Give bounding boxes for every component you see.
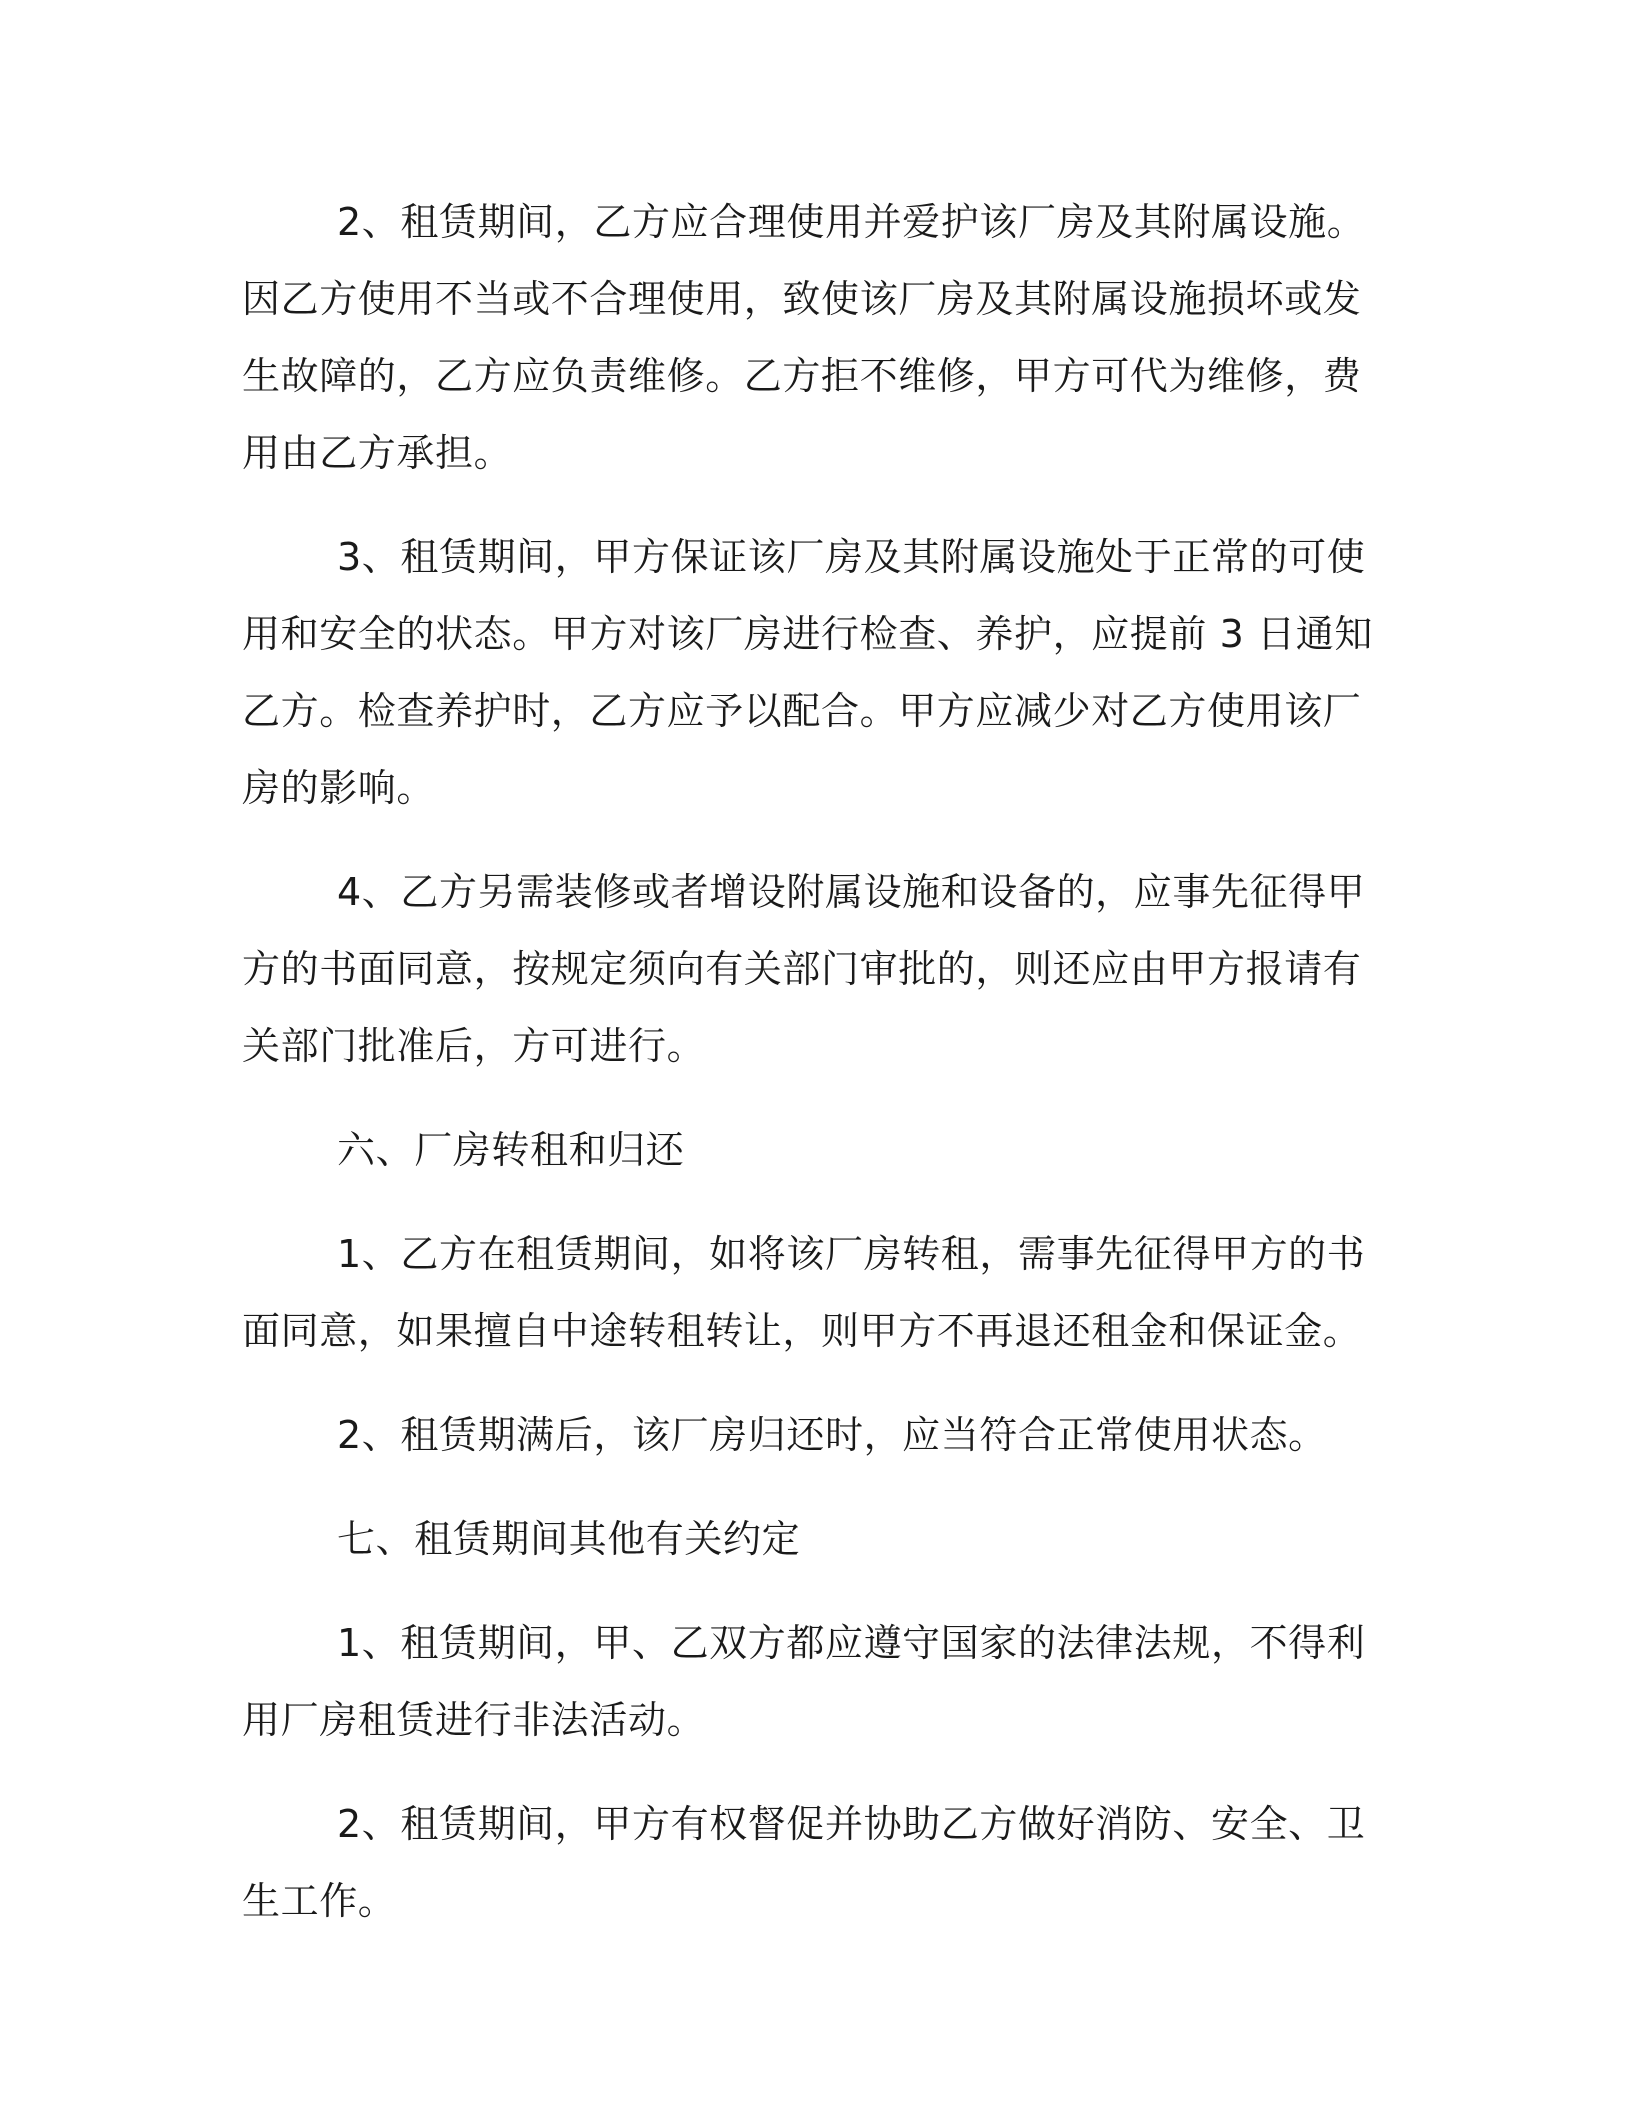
clause-6-2-paragraph: 2、租赁期满后，该厂房归还时，应当符合正常使用状态。: [337, 1413, 1327, 1457]
section-7-heading: 七、租赁期间其他有关约定: [337, 1517, 801, 1561]
section-6-heading: 六、厂房转租和归还: [337, 1128, 685, 1172]
document-body: [242, 184, 1390, 1940]
clause-5-4-paragraph: 4、乙方另需装修或者增设附属设施和设备的，应事先征得甲方的书面同意，按规定须向有关部门审批的，则还应由甲方报请有关部门批准后，方可进行。: [242, 870, 1366, 1068]
clause-6-1-paragraph: 1、乙方在租赁期间，如将该厂房转租，需事先征得甲方的书面同意，如果擅自中途转租转让，则甲方不再退还租金和保证金。: [242, 1232, 1366, 1353]
clause-5-3-paragraph: 3、租赁期间，甲方保证该厂房及其附属设施处于正常的可使用和安全的状态。甲方对该厂房进行检查、养护，应提前 3 日通知乙方。检查养护时，乙方应予以配合。甲方应减少对乙方使用该厂房的影响。: [242, 535, 1373, 810]
clause-7-2-paragraph: 2、租赁期间，甲方有权督促并协助乙方做好消防、安全、卫生工作。: [242, 1802, 1366, 1923]
clause-5-2-paragraph: 2、租赁期间，乙方应合理使用并爱护该厂房及其附属设施。因乙方使用不当或不合理使用，致使该厂房及其附属设施损坏或发生故障的，乙方应负责维修。乙方拒不维修，甲方可代为维修，费用由乙方承担。: [242, 200, 1366, 475]
clause-7-1-paragraph: 1、租赁期间，甲、乙双方都应遵守国家的法律法规，不得利用厂房租赁进行非法活动。: [242, 1621, 1366, 1742]
